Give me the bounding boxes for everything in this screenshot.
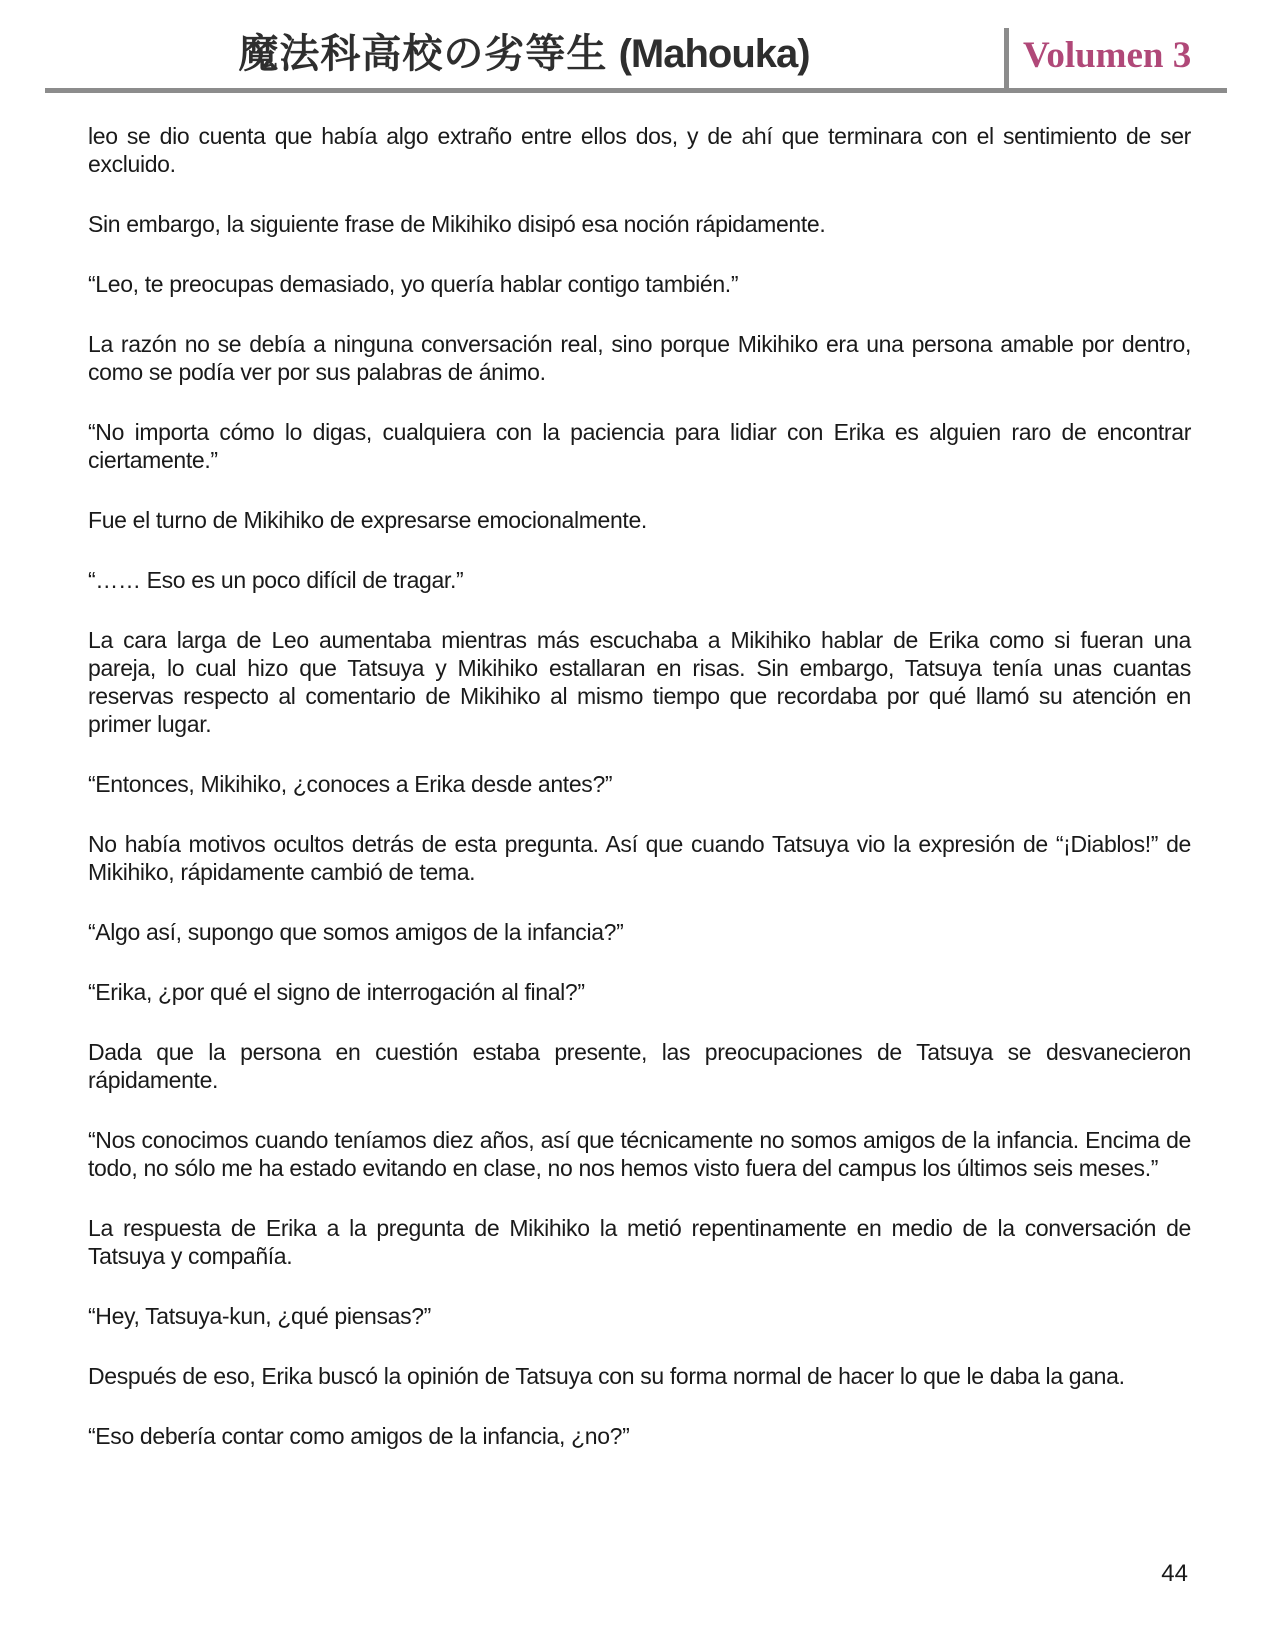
paragraph: “Eso debería contar como amigos de la infancia, ¿no?”	[88, 1423, 630, 1449]
paragraph: Sin embargo, la siguiente frase de Mikihiko disipó esa noción rápidamente.	[88, 211, 826, 237]
title-japanese: 魔法科高校の劣等生	[238, 31, 608, 76]
header-horizontal-rule	[45, 88, 1227, 93]
paragraph: “Algo así, supongo que somos amigos de la infancia?”	[88, 919, 624, 945]
paragraph: La razón no se debía a ninguna conversación real, sino porque Mikihiko era una persona amable por dentro, como se podía ver por sus palabras de ánimo.	[88, 331, 1191, 385]
page-title	[45, 28, 1003, 80]
paragraph: “Leo, te preocupas demasiado, yo quería hablar contigo también.”	[88, 271, 739, 297]
paragraph: “Erika, ¿por qué el signo de interrogación al final?”	[88, 979, 585, 1005]
paragraph: La respuesta de Erika a la pregunta de Mikihiko la metió repentinamente en medio de la conversación de Tatsuya y compañía.	[88, 1215, 1191, 1269]
paragraph: La cara larga de Leo aumentaba mientras más escuchaba a Mikihiko hablar de Erika como si fueran una pareja, lo cual hizo que Tatsuya y Mikihiko estallaran en risas. Sin embargo, Tatsuya tenía unas cuantas reservas respecto al comentario de Mikihiko al mismo tiempo que recordaba por qué llamó su atención en primer lugar.	[88, 627, 1191, 737]
paragraph: “Nos conocimos cuando teníamos diez años, así que técnicamente no somos amigos de la infancia. Encima de todo, no sólo me ha estado evitando en clase, no nos hemos visto fuera del campus los últimos seis meses.”	[88, 1127, 1191, 1181]
paragraph: leo se dio cuenta que había algo extraño entre ellos dos, y de ahí que terminara con el sentimiento de ser excluido.	[88, 123, 1191, 177]
paragraph: Dada que la persona en cuestión estaba presente, las preocupaciones de Tatsuya se desvanecieron rápidamente.	[88, 1039, 1191, 1093]
volume-label: Volumen 3	[1023, 35, 1192, 76]
paragraph: Después de eso, Erika buscó la opinión de Tatsuya con su forma normal de hacer lo que le daba la gana.	[88, 1363, 1125, 1389]
paragraph: “Hey, Tatsuya-kun, ¿qué piensas?”	[88, 1303, 431, 1329]
paragraph: No había motivos ocultos detrás de esta pregunta. Así que cuando Tatsuya vio la expresión de “¡Diablos!” de Mikihiko, rápidamente cambió de tema.	[88, 831, 1191, 885]
body-paragraphs	[88, 122, 1191, 1482]
paragraph: “…… Eso es un poco difícil de tragar.”	[88, 567, 464, 593]
header-vertical-divider	[1004, 28, 1009, 93]
page-number: 44	[1161, 1560, 1188, 1587]
paragraph: “Entonces, Mikihiko, ¿conoces a Erika desde antes?”	[88, 771, 613, 797]
paragraph: “No importa cómo lo digas, cualquiera con la paciencia para lidiar con Erika es alguien raro de encontrar ciertamente.”	[88, 419, 1191, 473]
title-romanized: (Mahouka)	[618, 32, 810, 76]
paragraph: Fue el turno de Mikihiko de expresarse emocionalmente.	[88, 507, 647, 533]
